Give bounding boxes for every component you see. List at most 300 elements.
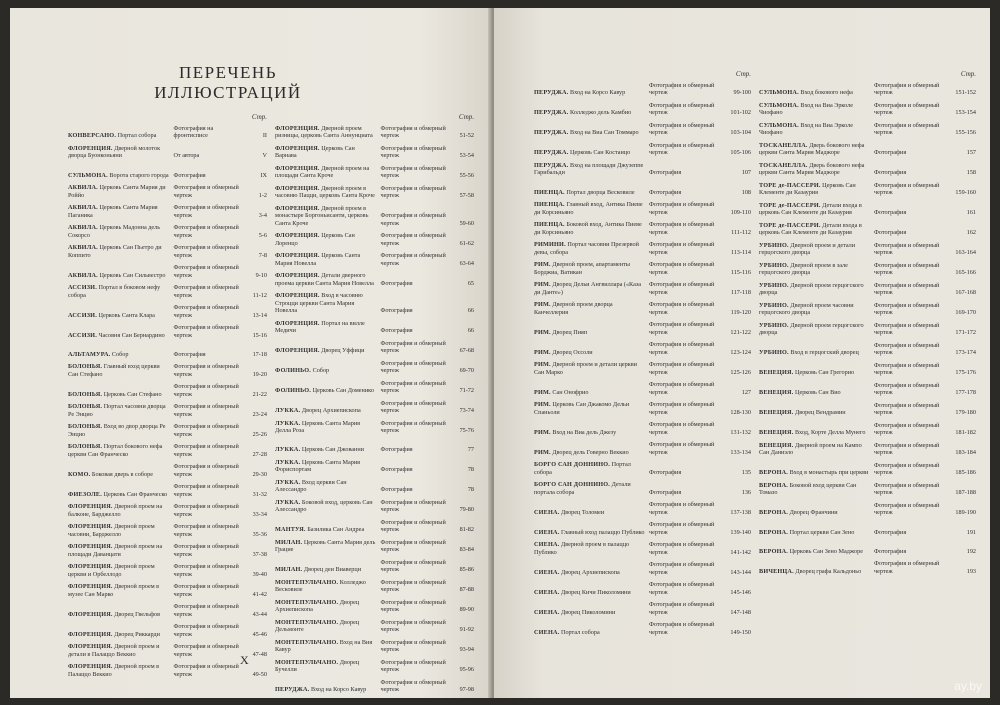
entry-page: 47-48	[252, 650, 267, 658]
index-entry	[275, 145, 474, 160]
index-entry	[759, 162, 976, 177]
entry-page: 113-114	[730, 248, 751, 256]
index-entry	[68, 623, 267, 638]
index-entry	[275, 679, 474, 694]
entry-page: 31-32	[252, 490, 267, 498]
entry-description: Фотография и обмерный чертеж	[380, 125, 446, 140]
entry-title: ЛУККА. Церковь Санта Мария Фориспортам	[275, 459, 361, 474]
entry-title: ЛУККА. Дворец Архиепископа	[275, 407, 361, 415]
entry-page: 121-122	[730, 328, 751, 336]
entry-title: СУЛЬМОНА. Вход на Виа Эрколе Чиофано	[759, 122, 853, 137]
index-entry	[759, 522, 976, 536]
entry-description: Фотография и обмерный чертеж	[380, 679, 446, 694]
entry-title: РИМИНИ. Портал часовни Презервой девы, собора	[534, 241, 639, 256]
entry-title: МОНТЕПУЛЬЧАНО. Вход на Вия Кавур	[275, 639, 373, 654]
entry-description: Фотография и обмерный чертеж	[649, 361, 715, 376]
right-page	[494, 8, 990, 698]
entry-page: 183-184	[955, 449, 976, 457]
entry-page: 71-72	[459, 387, 474, 395]
entry-title: СУЛЬМОНА. Вход бокового нефа	[759, 89, 853, 97]
entry-page: 127	[741, 388, 751, 396]
index-entry	[759, 462, 976, 477]
page-header-label: Стр.	[960, 70, 976, 78]
index-entry	[68, 304, 267, 319]
entry-page: 55-56	[459, 172, 474, 180]
entry-description: Фотография и обмерный чертеж	[380, 145, 446, 160]
index-entry	[68, 643, 267, 658]
index-entry	[534, 201, 751, 216]
entry-title: РИМ. Дворец Оссоли	[534, 348, 593, 356]
entry-page: 81-82	[459, 526, 474, 534]
entry-title: РИМ. Дверной проем, апартаменты Борджиа, Ватикан	[534, 261, 630, 276]
entry-title: ВЕНЕЦИЯ. Дворец Вендрамин	[759, 409, 846, 417]
entry-page: 29-30	[252, 470, 267, 478]
entry-page: 1-2	[258, 191, 267, 199]
entry-description: Фотография и обмерный чертеж	[649, 82, 715, 97]
entry-page: 117-118	[730, 288, 751, 296]
entry-title: ФЛОРЕНЦИЯ. Дверной проем церкви и Орбеллодо	[68, 563, 155, 578]
entry-description: Фотография и обмерный чертеж	[649, 621, 715, 636]
entry-description: Фотография и обмерный чертеж	[173, 623, 239, 638]
entry-description: Фотография	[173, 171, 206, 179]
index-entry	[275, 165, 474, 180]
index-entry	[534, 341, 751, 356]
entry-page: 79-80	[459, 506, 474, 514]
entry-title: ФЛОРЕНЦИЯ. Дверной молоток дворца Буонконьяни	[68, 145, 161, 160]
entry-page: 171-172	[955, 329, 976, 337]
entry-page: 73-74	[459, 407, 474, 415]
entry-title: КОМО. Боковая дверь в соборе	[68, 470, 153, 478]
entry-page: 165-166	[955, 269, 976, 277]
entry-page: 108	[741, 188, 751, 196]
entry-description: Фотография и обмерный чертеж	[173, 483, 239, 498]
entry-description: Фотография и обмерный чертеж	[649, 601, 715, 616]
index-entry	[275, 360, 474, 375]
index-entry	[534, 261, 751, 276]
entry-description: Фотография и обмерный чертеж	[380, 232, 446, 247]
entry-page: 89-90	[459, 606, 474, 614]
index-entry	[275, 539, 474, 554]
index-entry	[68, 403, 267, 418]
entry-page: 101-102	[730, 109, 751, 117]
index-entry	[68, 284, 267, 299]
index-entry	[759, 442, 976, 457]
index-entry	[759, 560, 976, 575]
entry-description: Фотография	[874, 149, 907, 157]
entry-title: БОЛОНЬЯ. Церковь Сан Стефано	[68, 390, 162, 398]
index-entry	[534, 82, 751, 97]
entry-title: АКВИЛА. Церковь Санта Мария Паганика	[68, 204, 158, 219]
index-entry	[68, 383, 267, 398]
index-entry	[534, 301, 751, 316]
entry-title: БОЛОНЬЯ. Портал часовни дворца Ре Энцио	[68, 403, 166, 418]
index-entry	[534, 221, 751, 236]
entry-description: Фотография и обмерный чертеж	[380, 599, 446, 614]
entry-description: Фотография и обмерный чертеж	[380, 339, 446, 355]
entry-description: Фотография и обмерный чертеж	[380, 639, 446, 654]
entry-title: СУЛЬМОНА. Ворота старого города	[68, 171, 169, 179]
entry-title: ЛУККА. Церковь Сан Джованни	[275, 446, 364, 454]
index-entry	[275, 205, 474, 227]
entry-description: Фотография и обмерный чертеж	[874, 82, 940, 97]
entry-description: Фотография и обмерный чертеж	[649, 441, 715, 456]
index-entry	[275, 340, 474, 355]
entry-page: 21-22	[252, 390, 267, 398]
entry-page: 19-20	[252, 370, 267, 378]
index-entry	[275, 320, 474, 335]
entry-page: 13-14	[252, 311, 267, 319]
entry-title: ФЛОРЕНЦИЯ. Дворец Уффици	[275, 347, 365, 355]
entry-description: Фотография и обмерный чертеж	[173, 443, 239, 458]
entry-description: Фотография и обмерный чертеж	[173, 423, 239, 438]
entry-page: 67-68	[459, 347, 474, 355]
index-entry	[275, 125, 474, 140]
entry-page: 87-88	[459, 586, 474, 594]
entry-title: РИМ. Дворец дель Говерно Веккио	[534, 448, 629, 456]
right-columns	[534, 70, 976, 641]
entry-title: ФЛОРЕНЦИЯ. Дверной проем ризницы, церковь Санта Аннунциата	[275, 125, 373, 140]
entry-title: БОРГО САН ДОННИНО. Портал собора	[534, 461, 631, 476]
entry-title: УРБИНО. Вход в герцогский дворец	[759, 349, 859, 357]
entry-title: СИЕНА. Дверной проем в палаццо Публико	[534, 541, 630, 556]
index-entry	[68, 543, 267, 558]
entry-description: Фотография и обмерный чертеж	[380, 539, 446, 554]
index-entry	[68, 145, 267, 160]
entry-title: РИМ. Дверной проем дворца Канчеллерия	[534, 301, 613, 316]
entry-title: ТОСКАНЕЛЛА. Дверь бокового нефа церкви Санта Мария Маджоре	[759, 142, 865, 157]
entry-page: 191	[966, 528, 976, 536]
entry-page: 125-126	[730, 368, 751, 376]
entry-page: 147-148	[730, 608, 751, 616]
index-entry	[759, 302, 976, 317]
index-entry	[68, 184, 267, 199]
entry-description: Фотография и обмерный чертеж	[173, 363, 239, 378]
entry-title: ТОРЕ де-ПАССЕРИ. Детали входа в церковь Сан Клементе ди Казаурия	[759, 202, 862, 217]
page-number: X	[240, 653, 250, 667]
entry-description: Фотография и обмерный чертеж	[649, 281, 715, 296]
entry-title: АКВИЛА. Церковь Мадонна дель Сокорсо	[68, 224, 161, 239]
entry-title: ВЕРОНА. Боковой вход церкви Сан Томазо	[759, 482, 857, 497]
entry-description: Фотография и обмерный чертеж	[649, 541, 715, 556]
entry-title: РИМ. Вход на Виа дель Джезу	[534, 428, 617, 436]
entry-page: 33-34	[252, 510, 267, 518]
entry-description: Фотография и обмерный чертеж	[874, 502, 940, 517]
entry-description: Фотография и обмерный чертеж	[649, 581, 715, 596]
page-header-label: Стр.	[251, 113, 267, 121]
entry-page: 173-174	[955, 349, 976, 357]
entry-title: ФЛОРЕНЦИЯ. Вход в часовню Строцци церкви Санта Мария Новелла	[275, 292, 363, 315]
entry-title: ФОЛИНЬО. Церковь Сан Доменико	[275, 387, 374, 395]
entry-page: 103-104	[730, 129, 751, 137]
entry-description: Фотография и обмерный чертеж	[874, 282, 940, 297]
entry-title: ФИЕЗОЛЕ. Церковь Сан Франческо	[68, 490, 168, 498]
entry-title: ВЕРОНА. Дворец Франчини	[759, 509, 838, 517]
index-entry	[275, 292, 474, 314]
entry-description: Фотография и обмерный чертеж	[173, 244, 239, 259]
entry-title: МАНТУЯ. Базилика Сан Андреа	[275, 526, 365, 534]
entry-title: ВЕНЕЦИЯ. Дверной проем на Кампо Сан Даниэло	[759, 442, 862, 457]
index-entry	[534, 122, 751, 137]
entry-page: 162	[966, 229, 976, 237]
entry-page: 158	[966, 169, 976, 177]
entry-description: Фотография и обмерный чертеж	[649, 142, 715, 157]
entry-page: 41-42	[252, 590, 267, 598]
entry-title: ПЕРУДЖА. Вход на Корсо Кавур	[534, 89, 626, 97]
entry-description: Фотография и обмерный чертеж	[649, 421, 715, 436]
entry-description: Фотография и обмерный чертеж	[874, 322, 940, 337]
entry-page: 9-10	[255, 271, 267, 279]
entry-description: Фотография и обмерный чертеж	[649, 102, 715, 117]
entry-description: Фотография и обмерный чертеж	[173, 284, 239, 299]
entry-page: 115-116	[730, 268, 751, 276]
entry-page: 91-92	[459, 626, 474, 634]
entry-title: ВИЧЕНЦА. Дворец графа Кальдоньо	[759, 567, 862, 575]
entry-page: 141-142	[730, 548, 751, 556]
entry-page: 143-144	[730, 568, 751, 576]
index-entry	[534, 162, 751, 177]
index-entry	[275, 479, 474, 494]
index-entry	[275, 185, 474, 200]
entry-page: 66	[467, 307, 474, 315]
index-column-2	[275, 113, 474, 698]
entry-page: 161	[966, 209, 976, 217]
entry-description: Фотография и обмерный чертеж	[380, 212, 446, 227]
index-entry	[275, 519, 474, 534]
entry-title: АССИЗИ. Церковь Санта Клара	[68, 311, 155, 319]
index-entry	[759, 242, 976, 257]
index-entry	[534, 281, 751, 296]
entry-title: ФЛОРЕНЦИЯ. Церковь Сан Варнава	[275, 145, 355, 160]
entry-page: 25-26	[252, 430, 267, 438]
entry-title: МИЛАН. Церковь Санта Мария дель Грацие	[275, 539, 376, 554]
entry-page: 119-120	[730, 308, 751, 316]
entry-title: ВЕРОНА. Вход в монастырь при церкви	[759, 469, 869, 477]
entry-title: ФЛОРЕНЦИЯ. Дверной проем и детали в Палаццо Веккио	[68, 643, 160, 658]
index-entry	[534, 481, 751, 496]
entry-description: Фотография и обмерный чертеж	[380, 165, 446, 180]
index-entry	[534, 401, 751, 416]
entry-page: 133-134	[730, 448, 751, 456]
entry-title: ФЛОРЕНЦИЯ. Дверной проем в монастыре Боргоньисанти, церковь Санта Кроче	[275, 205, 369, 227]
entry-page: 139-140	[730, 528, 751, 536]
left-page	[10, 8, 492, 698]
entry-page: 137-138	[730, 508, 751, 516]
index-entry	[759, 322, 976, 337]
entry-page: IX	[260, 171, 267, 179]
entry-description: Фотография	[874, 528, 907, 536]
entry-page: 57-58	[459, 192, 474, 200]
entry-title: ФЛОРЕНЦИЯ. Дверной проем в музее Сан Марко	[68, 583, 160, 598]
entry-page: 66	[467, 327, 474, 335]
entry-title: ВЕНЕЦИЯ. Церковь Сан Вио	[759, 389, 841, 397]
index-entry	[534, 361, 751, 376]
entry-title: ВЕРОНА. Церковь Сан Зено Маджоре	[759, 547, 863, 555]
index-entry	[534, 561, 751, 576]
entry-title: ФЛОРЕНЦИЯ. Дверной проем на площади Даванцати	[68, 543, 163, 558]
entry-description: Фотография и обмерный чертеж	[380, 619, 446, 634]
entry-title: ВЕНЕЦИЯ. Церковь Сан Грегорио	[759, 369, 855, 377]
entry-description: Фотография и обмерный чертеж	[380, 399, 446, 415]
entry-page: 93-94	[459, 646, 474, 654]
entry-page: 43-44	[252, 610, 267, 618]
entry-title: СИЕНА. Дворец Пиколомини	[534, 608, 616, 616]
index-entry	[759, 282, 976, 297]
entry-page: 23-24	[252, 410, 267, 418]
entry-title: ПЕРУДЖА. Церковь Сан Костанцо	[534, 149, 631, 157]
entry-page: 167-168	[955, 289, 976, 297]
index-entry	[68, 165, 267, 179]
index-entry	[534, 541, 751, 556]
entry-page: II	[262, 132, 267, 140]
entry-page: 78	[467, 486, 474, 494]
entry-description: Фотография и обмерный чертеж	[874, 362, 940, 377]
entry-description: Фотография и обмерный чертеж	[173, 184, 239, 199]
index-entry	[534, 381, 751, 396]
index-entry	[68, 443, 267, 458]
index-entry	[68, 204, 267, 219]
entry-description: Фотография и обмерный чертеж	[380, 419, 446, 435]
entry-title: СИЕНА. Главный вход палаццо Публико	[534, 528, 645, 536]
entry-title: ФЛОРЕНЦИЯ. Дворец Риккарди	[68, 630, 160, 638]
entry-description: Фотография	[380, 446, 413, 454]
index-entry	[68, 563, 267, 578]
entry-description: Фотография и обмерный чертеж	[173, 663, 239, 678]
entry-description: Фотография и обмерный чертеж	[173, 324, 239, 339]
index-entry	[759, 202, 976, 217]
entry-description: Фотография и обмерный чертеж	[649, 381, 715, 396]
watermark: ay.by	[954, 679, 982, 693]
entry-title: УРБИНО. Дверной проем герцогского дворца	[759, 322, 864, 337]
entry-page: 77	[467, 446, 474, 454]
entry-page: 111-112	[731, 228, 751, 236]
entry-title: ФЛОРЕНЦИЯ. Дверной проем в часовню Пацци, церковь Санта Кроче	[275, 185, 375, 200]
entry-page: 11-12	[252, 291, 267, 299]
entry-title: СИЕНА. Дворец Кичи Пиколомини	[534, 588, 631, 596]
index-entry	[534, 601, 751, 616]
entry-description: Фотография и обмерный чертеж	[874, 422, 940, 437]
index-entry	[759, 262, 976, 277]
entry-title: ФЛОРЕНЦИЯ. Дверной проем на балконе, Барджелло	[68, 503, 163, 518]
index-entry	[534, 421, 751, 436]
entry-title: ФЛОРЕНЦИЯ. Церковь Сан Лоренцо	[275, 232, 355, 247]
entry-description: Фотография и обмерный чертеж	[380, 359, 446, 375]
entry-page: 105-106	[730, 149, 751, 157]
entry-description: Фотография	[649, 488, 682, 496]
entry-page: 179-180	[955, 409, 976, 417]
entry-title: АЛЬТАМУРА. Собор	[68, 350, 129, 358]
entry-title: УРБИНО. Дверной проем и детали герцогского дворца	[759, 242, 856, 257]
entry-title: РИМ. Дворец Пияп	[534, 328, 588, 336]
index-entry	[534, 142, 751, 157]
entry-description: Фотография и обмерный чертеж	[649, 221, 715, 236]
entry-title: ФЛОРЕНЦИЯ. Дверной проем в Палаццо Веккио	[68, 663, 160, 678]
entry-description: Фотография	[380, 327, 413, 335]
entry-title: АКВИЛА. Церковь Сан Сильвестро	[68, 271, 166, 279]
entry-title: ПЕРУДЖА. Вход на площади Джузеппе Гарибальди	[534, 162, 644, 177]
entry-description: Фотография и обмерный чертеж	[173, 224, 239, 239]
index-entry	[534, 461, 751, 476]
entry-title: ПЕРУДЖА. Колледжо дель Камбио	[534, 109, 632, 117]
index-entry	[759, 122, 976, 137]
entry-description: Фотография и обмерный чертеж	[380, 499, 446, 514]
index-entry	[68, 483, 267, 498]
entry-title: СИЕНА. Дворец Архиепископа	[534, 568, 620, 576]
entry-page: 187-188	[955, 489, 976, 497]
entry-description: Фотография и обмерный чертеж	[173, 643, 239, 658]
entry-title: АССИЗИ. Портал в боковом нефу собора	[68, 284, 161, 299]
entry-description: Фотография	[874, 169, 907, 177]
entry-description: Фотография и обмерный чертеж	[380, 519, 446, 534]
entry-title: СИЕНА. Портал собора	[534, 628, 600, 636]
index-entry	[759, 182, 976, 197]
entry-description: Фотография	[874, 229, 907, 237]
entry-title: ПЕРУДЖА. Вход на Корсо Кавур	[275, 686, 367, 694]
entry-description: Фотография	[649, 169, 682, 177]
index-entry	[759, 502, 976, 517]
index-entry	[759, 222, 976, 237]
entry-page: 123-124	[730, 348, 751, 356]
entry-description: Фотография и обмерный чертеж	[649, 241, 715, 256]
index-entry	[68, 603, 267, 618]
index-entry	[275, 232, 474, 247]
entry-title: ЛУККА. Церковь Санта Мария Делла Роза	[275, 419, 361, 435]
index-entry	[534, 441, 751, 456]
entry-description: Фотография и обмерный чертеж	[173, 603, 239, 618]
left-columns	[68, 113, 474, 698]
entry-description: Фотография и обмерный чертеж	[874, 122, 940, 137]
entry-description: Фотография и обмерный чертеж	[380, 659, 446, 674]
entry-page: 65	[467, 279, 474, 287]
entry-title: РИМ. Дверной проем и детали церкви Сан Марко	[534, 361, 637, 376]
entry-title: ФЛОРЕНЦИЯ. Портал на вилле Медичи	[275, 319, 365, 335]
entry-title: АКВИЛА. Церковь Санта Мария ди Роййо	[68, 184, 166, 199]
entry-description: Фотография	[649, 468, 682, 476]
index-entry	[68, 264, 267, 279]
entry-title: БОЛОНЬЯ. Портал бокового нефа церкви Сан Франческо	[68, 443, 163, 458]
entry-description: Фотография и обмерный чертеж	[380, 379, 446, 395]
index-entry	[759, 362, 976, 377]
index-entry	[275, 599, 474, 614]
entry-description: Фотография и обмерный чертеж	[649, 561, 715, 576]
entry-description: Фотография и обмерный чертеж	[380, 559, 446, 574]
index-entry	[534, 501, 751, 516]
entry-page: 49-50	[252, 670, 267, 678]
entry-page: 185-186	[955, 469, 976, 477]
index-column-1	[68, 113, 267, 698]
index-entry	[275, 639, 474, 654]
entry-page: 27-28	[252, 450, 267, 458]
index-entry	[534, 321, 751, 336]
entry-page: 177-178	[955, 389, 976, 397]
index-entry	[275, 252, 474, 267]
entry-page: 99-100	[733, 89, 751, 97]
entry-title: БОРГО САН ДОННИНО. Детали портала собора	[534, 481, 631, 496]
entry-title: ВЕРОНА. Портал церкви Сан Зено	[759, 528, 855, 536]
index-entry	[68, 344, 267, 358]
entry-title: УРБИНО. Дверной проем герцогского дворца	[759, 282, 864, 297]
entry-description: Фотография	[173, 350, 206, 358]
entry-description: Фотография и обмерный чертеж	[874, 382, 940, 397]
entry-page: 131-132	[730, 428, 751, 436]
entry-title: ФЛОРЕНЦИЯ. Дворец Гвельфов	[68, 610, 160, 618]
entry-page: 51-52	[459, 132, 474, 140]
entry-description: Фотография и обмерный чертеж	[173, 204, 239, 219]
entry-page: V	[262, 152, 267, 160]
entry-description: Фотография и обмерный чертеж	[173, 264, 239, 279]
index-entry	[534, 621, 751, 636]
entry-page: 169-170	[955, 309, 976, 317]
entry-page: 35-36	[252, 530, 267, 538]
